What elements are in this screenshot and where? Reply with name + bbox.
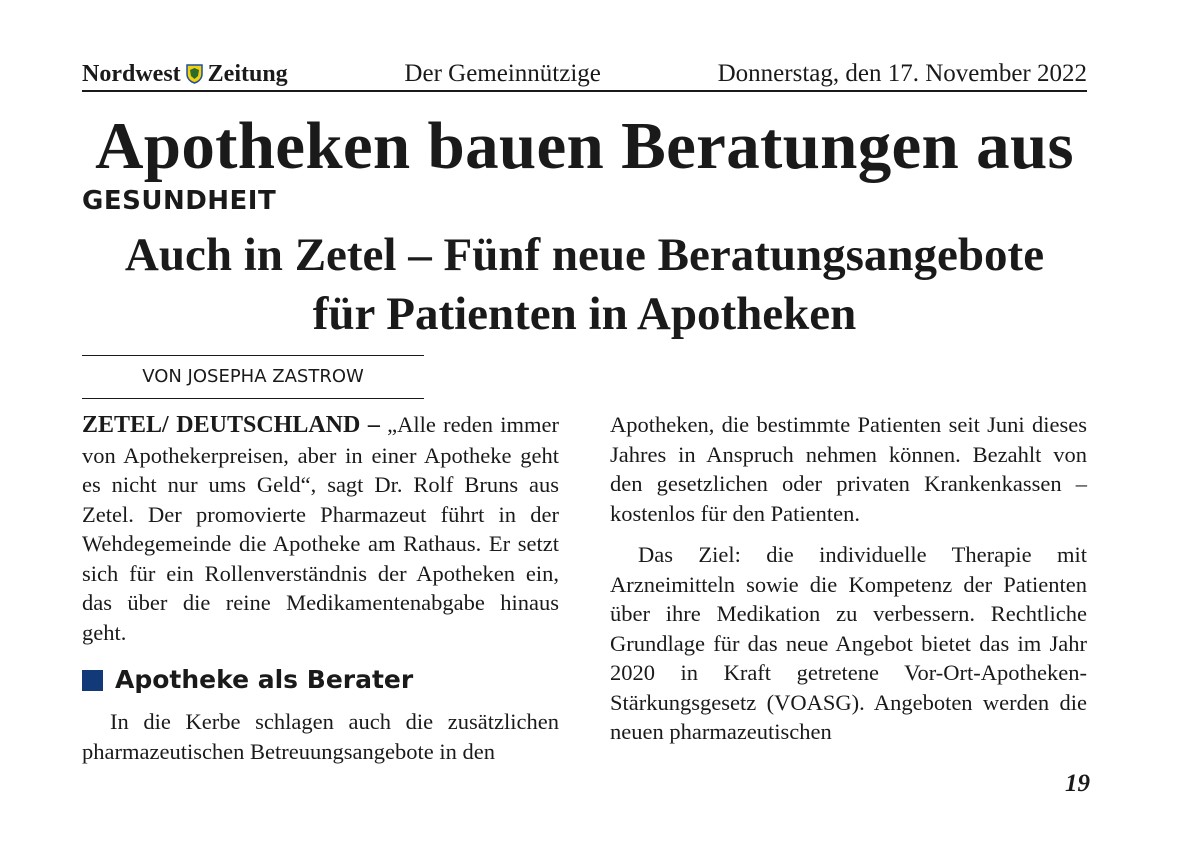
article-column-left [82,410,559,766]
body-paragraph-4: Das Ziel: die individuelle Therapie mit Arzneimitteln sowie die Kompetenz der Patienten über ihre Medikation zu verbessern. Rechtliche Grundlage für das neue Angebot bietet das im Jahr 2020 in Kraft getretene Vor-Ort-Apotheken-Stärkungsgesetz (VOASG). Angeboten werden die neuen pharmazeutischen [610,542,1087,744]
lead-paragraph-text: „Alle reden immer von Apothekerpreisen, aber in einer Apotheke geht es nicht nur ums Geld“, sagt Dr. Rolf Bruns aus Zetel. Der promovierte Pharmazeut führt in der Wehdegemeinde die Apotheke am Rathaus. Er setzt sich für ein Rollenverständnis der Apotheken ein, das über die reine Medikamentenabgabe hinaus geht. [82,412,559,645]
newspaper-brand[interactable] [82,61,288,88]
subhead-line-2: für Patienten in Apotheken [312,288,857,340]
article-subhead [82,226,1087,344]
body-paragraph-3: Apotheken, die bestimmte Patienten seit Juni dieses Jahres in Anspruch nehmen können. Bezahlt von den gesetzlichen oder privaten Krankenkassen – kostenlos für den Patienten. [610,412,1087,526]
brand-name-right: Zeitung [207,60,288,87]
lead-paragraph [82,410,559,647]
dateline: ZETEL/ DEUTSCHLAND – [82,412,380,438]
brand-name-left: Nordwest [82,60,181,87]
section-kicker: GESUNDHEIT [82,186,277,216]
section-heading-text: Apotheke als Berater [115,665,414,694]
masthead-center-title: Der Gemeinnützige [404,60,601,87]
section-heading [82,663,559,697]
byline: VON JOSEPHA ZASTROW [82,355,424,399]
article-headline: Apotheken bauen Beratungen aus [95,109,1074,183]
section-square-icon [82,670,103,691]
article-column-right [610,410,1087,747]
masthead [82,58,1087,92]
coat-of-arms-icon [186,64,203,84]
subhead-line-1: Auch in Zetel – Fünf neue Beratungsangebote [124,229,1045,281]
page-number: 19 [1065,770,1090,797]
body-paragraph-2: In die Kerbe schlagen auch die zusätzlichen pharmazeutischen Betreuungsangebote in den [82,709,559,764]
issue-date: Donnerstag, den 17. November 2022 [717,60,1087,87]
